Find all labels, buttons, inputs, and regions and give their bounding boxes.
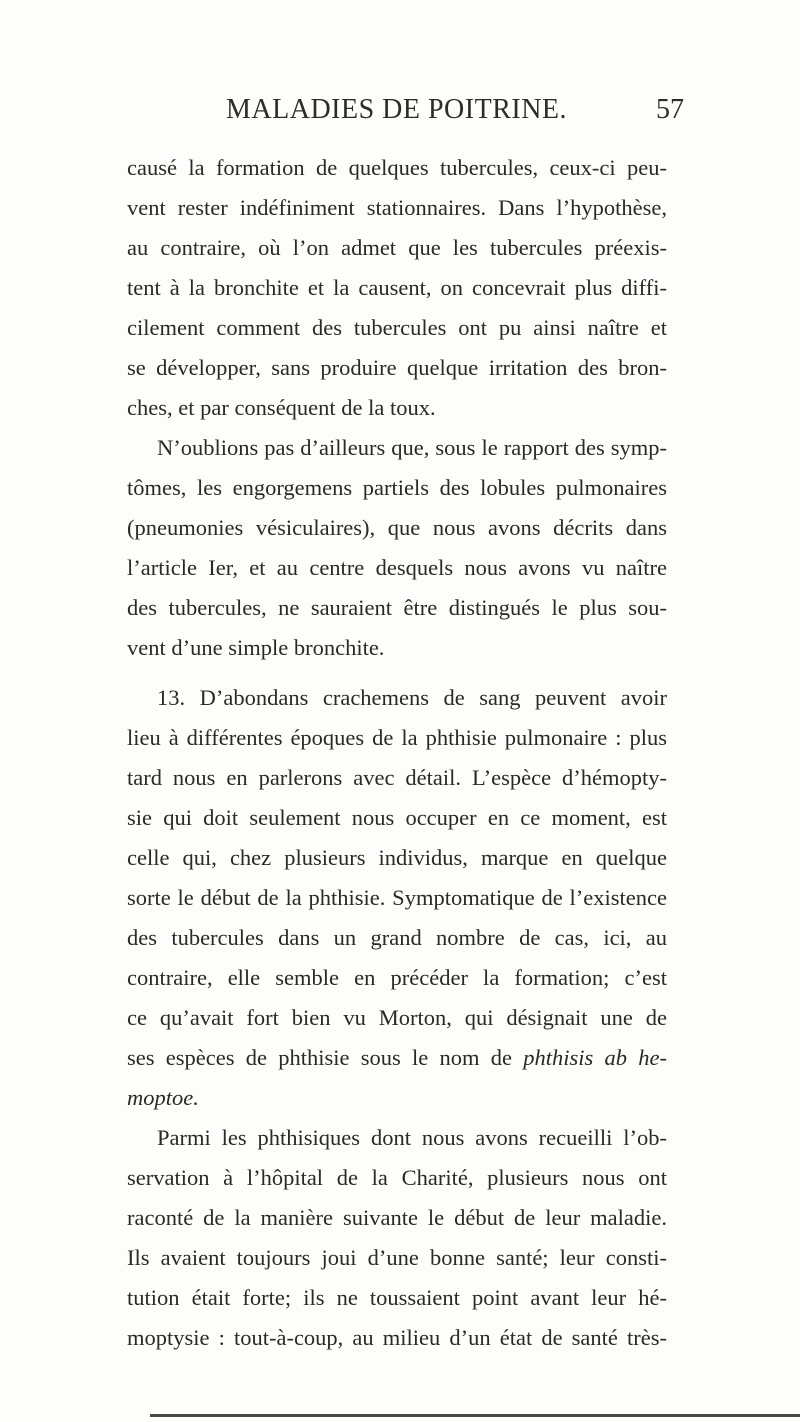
- text-line: celle qui, chez plusieurs individus, marque en quelque: [127, 845, 667, 870]
- text-line: cilement comment des tubercules ont pu ainsi naître et: [127, 315, 667, 340]
- text-line: contraire, elle semble en précéder la formation; c’est: [127, 965, 667, 990]
- text-line: Ils avaient toujours joui d’une bonne santé; leur consti-: [127, 1245, 667, 1270]
- text-line: servation à l’hôpital de la Charité, plusieurs nous ont: [127, 1165, 667, 1190]
- text-line-with-italic: [127, 1038, 667, 1078]
- text-line: tution était forte; ils ne toussaient point avant leur hé-: [127, 1285, 667, 1310]
- text-line: tent à la bronchite et la causent, on concevrait plus diffi-: [127, 275, 667, 300]
- text-line: ches, et par conséquent de la toux.: [127, 395, 436, 420]
- text-line: lieu à différentes époques de la phthisie pulmonaire : plus: [127, 725, 667, 750]
- italic-latin-term: phthisis ab he-: [523, 1045, 668, 1070]
- page-number: 57: [656, 94, 684, 125]
- text-line: raconté de la manière suivante le début de leur maladie.: [127, 1205, 667, 1230]
- text-line: sorte le début de la phthisie. Symptomatique de l’existence: [127, 885, 667, 910]
- page-bottom-edge: [150, 1414, 800, 1417]
- text-line: tômes, les engorgemens partiels des lobules pulmonaires: [127, 475, 667, 500]
- text-line: l’article Ier, et au centre desquels nous avons vu naître: [127, 555, 667, 580]
- text-line: moptysie : tout-à-coup, au milieu d’un état de santé très-: [127, 1325, 667, 1350]
- text-line: tard nous en parlerons avec détail. L’espèce d’hémopty-: [127, 765, 667, 790]
- text-line: se développer, sans produire quelque irritation des bron-: [127, 355, 667, 380]
- text-line: vent d’une simple bronchite.: [127, 635, 385, 660]
- text-line: au contraire, où l’on admet que les tubercules préexis-: [127, 235, 667, 260]
- text-line: ce qu’avait fort bien vu Morton, qui désignait une de: [127, 1005, 667, 1030]
- running-title: MALADIES DE POITRINE.: [226, 94, 568, 125]
- paragraph-start-line: Parmi les phthisiques dont nous avons recueilli l’ob-: [157, 1125, 667, 1150]
- paragraph-start-line: N’oublions pas d’ailleurs que, sous le rapport des symp-: [157, 435, 667, 460]
- text-line: vent rester indéfiniment stationnaires. Dans l’hypothèse,: [127, 195, 667, 220]
- numbered-paragraph-start: 13. D’abondans crachemens de sang peuvent avoir: [157, 685, 667, 710]
- text-line: sie qui doit seulement nous occuper en ce moment, est: [127, 805, 667, 830]
- text-segment: ses espèces de phthisie sous le nom de: [127, 1045, 512, 1070]
- body-text: [127, 148, 667, 1358]
- text-line: des tubercules dans un grand nombre de cas, ici, au: [127, 925, 667, 950]
- text-line: (pneumonies vésiculaires), que nous avons décrits dans: [127, 515, 667, 540]
- running-header: [0, 86, 800, 134]
- italic-latin-term-end: moptoe.: [127, 1085, 199, 1110]
- text-line: des tubercules, ne sauraient être distingués le plus sou-: [127, 595, 667, 620]
- text-line: causé la formation de quelques tubercules, ceux-ci peu-: [127, 155, 667, 180]
